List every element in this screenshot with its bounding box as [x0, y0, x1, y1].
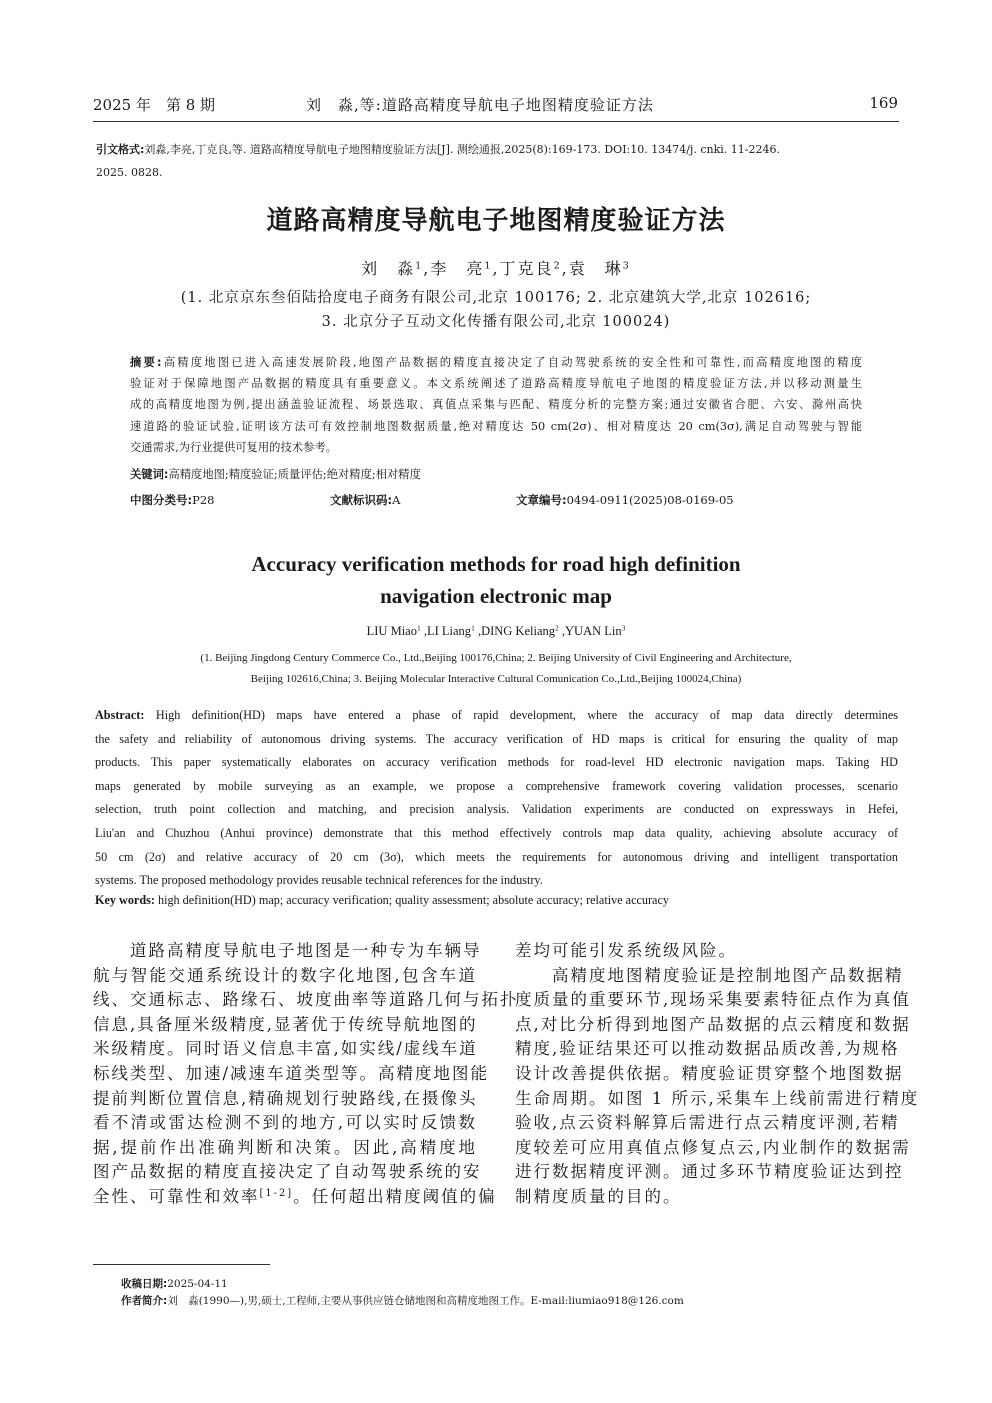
- affiliation-line: 3. 北京分子互动文化传播有限公司,北京 100024): [321, 314, 671, 330]
- footnote-rule: [93, 1264, 270, 1265]
- text-line: [95, 822, 898, 846]
- text-line: [515, 988, 911, 1013]
- received-value: 2025-04-11: [167, 1278, 228, 1290]
- affiliation-en-line: (1. Beijing Jingdong Century Commerce Co., Ltd.,Beijing 100176,China; 2. Beijing University of Civil Engineering and Architecture,: [200, 652, 792, 664]
- clc-number: [130, 492, 214, 508]
- text-line: [93, 1136, 477, 1161]
- line-text: 标线类型、加速/减速车道类型等。高精度地图能: [93, 1063, 490, 1083]
- line-text: 高精度地图已进入高速发展阶段,地图产品数据的精度直接决定了自动驾驶系统的安全性和可靠性,而高精度地图的精度: [161, 356, 863, 369]
- author-name: 袁 琳: [568, 259, 623, 278]
- affiliations-cn: [0, 286, 992, 334]
- text-line: [93, 1013, 477, 1038]
- text-line: [93, 1037, 477, 1062]
- line-text: 点,对比分析得到地图产品数据的点云精度和数据: [515, 1014, 911, 1034]
- text-line: [130, 352, 862, 373]
- text-line: [95, 775, 898, 799]
- title-en-line: Accuracy verification methods for road high definition: [251, 552, 741, 576]
- citation: [96, 138, 902, 184]
- abstract-label: 摘要:: [130, 356, 162, 369]
- keywords-en-text: high definition(HD) map; accuracy verification; quality assessment; absolute accuracy; relative accuracy: [154, 893, 669, 907]
- citation-text-2: 2025. 0828.: [96, 166, 163, 179]
- line-text: 验收,点云资料解算后需进行点云精度评测,若精: [515, 1113, 900, 1133]
- author-affil-sup: 1: [471, 623, 475, 633]
- author-bio-label: 作者简介:: [121, 1295, 168, 1307]
- text-line: [515, 1062, 904, 1087]
- running-title: 刘 淼,等:道路高精度导航电子地图精度验证方法: [306, 96, 654, 114]
- author-name: LIU Miao: [366, 624, 417, 638]
- keywords-text: 高精度地图;精度验证;质量评估;绝对精度;相对精度: [168, 468, 421, 481]
- abstract-en: [95, 704, 898, 893]
- text-line: [95, 704, 898, 728]
- title-en-line: navigation electronic map: [380, 584, 612, 608]
- paper-title-en: [0, 548, 992, 612]
- text-line: [93, 1062, 490, 1087]
- line-text: 图产品数据的精度直接决定了自动驾驶系统的安: [93, 1162, 482, 1182]
- author-bio: [121, 1293, 684, 1310]
- line-text: the safety and reliability of autonomous driving systems. The accuracy verification of HD maps is critical for ensuring the quality of map: [95, 731, 898, 746]
- text-line: [95, 728, 898, 752]
- citation-label: 引文格式:: [96, 143, 145, 156]
- line-text: 提前判断位置信息,精确规划行驶路线,在摄像头: [93, 1088, 478, 1108]
- line-text: 米级精度。同时语义信息丰富,如实线/虚线车道: [93, 1039, 478, 1059]
- document-code: [330, 492, 400, 508]
- text-line: [515, 1185, 899, 1210]
- line-text: 生命周期。如图 1 所示,采集车上线前需进行精度: [515, 1088, 920, 1108]
- author-affil-sup: 1: [416, 623, 421, 633]
- line-text: 高精度地图精度验证是控制地图产品数据精: [515, 965, 904, 985]
- line-text: 验证对于保障地图产品数据的精度具有重要意义。本文系统阐述了道路高精度导航电子地图的精度验证方法,并以移动测量生: [130, 377, 862, 391]
- line-text: 成的高精度地图为例,提出涵盖验证流程、场景选取、真值点采集与匹配、精度分析的完整方案;通过安徽省合肥、六安、滁州高快: [130, 398, 862, 412]
- line-text: 据,提前作出准确判断和决策。因此,高精度地: [93, 1137, 477, 1157]
- line-text: High definition(HD) maps have entered a phase of rapid development, where the accuracy of map data directly determines: [144, 708, 898, 722]
- page-number: 169: [869, 94, 898, 112]
- line-text: maps generated by mobile surveying as an example, we propose a comprehensive framework covering validation processes, scenario: [95, 778, 898, 793]
- citation-ref: [1-2]: [259, 1188, 294, 1199]
- line-text: 信息,具备厘米级精度,显著优于传统导航地图的: [93, 1014, 478, 1034]
- paper-title-cn: 道路高精度导航电子地图精度验证方法: [266, 206, 726, 236]
- line-text: 差均可能引发系统级风险。: [515, 941, 737, 960]
- line-text: systems. The proposed methodology provides reusable technical references for the industry.: [95, 873, 543, 888]
- line-text: 速道路的验证试验,证明该方法可有效控制地图数据质量,绝对精度达 50 cm(2σ)、相对精度达 20 cm(3σ),满足自动驾驶与智能: [130, 419, 862, 433]
- text-line: [93, 988, 519, 1013]
- text-line: [515, 1160, 904, 1185]
- author-name: DING Keliang: [481, 624, 556, 638]
- text-line: [130, 373, 862, 394]
- affiliations-en: [0, 648, 992, 690]
- line-text: products. This paper systematically elaborates on accuracy verification methods for road-level HD electronic navigation maps. Taking HD: [95, 755, 898, 770]
- received-date: [121, 1276, 684, 1293]
- line-text: 精度,验证结果还可以推动数据品质改善,为规格: [515, 1039, 900, 1059]
- text-line: [515, 939, 899, 964]
- line-text: selection, truth point collection and matching, and precision analysis. Validation experiments are conducted on expressways in Hefei,: [95, 802, 898, 817]
- header-rule: [93, 121, 899, 122]
- author-bio-text: 刘 淼(1990—),男,硕士,工程师,主要从事供应链仓储地图和高精度地图工作。E-mail:liumiao918@126.com: [167, 1295, 684, 1307]
- citation-text: 刘淼,李亮,丁克良,等. 道路高精度导航电子地图精度验证方法[J]. 测绘通报,2025(8):169-173. DOI:10. 13474/j. cnki. 11-2246.: [144, 143, 780, 156]
- text-line: [130, 416, 862, 437]
- text-line: [93, 939, 482, 964]
- text-line: [95, 869, 898, 893]
- line-text: 进行数据精度评测。通过多环节精度验证达到控: [515, 1162, 904, 1182]
- text-line: [95, 846, 898, 870]
- line-text: 度较差可应用真值点修复点云,内业制作的数据需: [515, 1137, 911, 1157]
- doc-label: 文献标识码:: [330, 493, 393, 507]
- keywords-cn: [130, 466, 421, 482]
- line-text: 度质量的重要环节,现场采集要素特征点作为真值: [515, 990, 911, 1010]
- line-text: 线、交通标志、路缘石、坡度曲率等道路几何与拓扑: [93, 990, 519, 1010]
- line-text: 全性、可靠性和效率: [93, 1186, 260, 1206]
- text-line: [515, 1136, 911, 1161]
- keywords-en: [95, 893, 669, 908]
- author-name: 丁克良: [499, 259, 554, 278]
- text-line: [95, 798, 898, 822]
- article-number: [516, 492, 734, 508]
- authors-en: LIU Miao$^1$ ,LI Liang$^1$ ,DING Keliang$^2$ ,YUAN Lin$^3$: [366, 623, 626, 638]
- line-text: 交通需求,为行业提供可复用的技术参考。: [130, 440, 337, 454]
- keywords-en-label: Key words:: [95, 893, 155, 907]
- author-name: YUAN Lin: [565, 624, 622, 638]
- article-value: 0494-0911(2025)08-0169-05: [566, 493, 734, 507]
- text-line: [515, 1087, 920, 1112]
- clc-label: 中图分类号:: [130, 493, 193, 507]
- authors-cn: 刘 淼$^1$,李 亮$^1$,丁克良$^2$,袁 琳$^3$: [361, 259, 631, 278]
- body-column-left: [93, 939, 519, 1210]
- author-affil-sup: 2: [555, 623, 559, 633]
- text-line: [93, 1160, 482, 1185]
- author-name: 李 亮: [430, 259, 485, 278]
- author-affil-sup: 3: [621, 623, 626, 633]
- keywords-label: 关键词:: [130, 468, 169, 481]
- author-affil-sup: 1: [484, 260, 493, 272]
- line-text: 道路高精度导航电子地图是一种专为车辆导: [93, 941, 482, 960]
- text-line: [130, 437, 862, 458]
- line-text: 。任何超出精度阈值的偏: [293, 1186, 497, 1206]
- author-name: LI Liang: [426, 624, 472, 638]
- line-text: 制精度质量的目的。: [515, 1186, 682, 1206]
- body-column-right: [515, 939, 920, 1210]
- text-line: [93, 1111, 477, 1136]
- text-line: [93, 964, 477, 989]
- text-line: [93, 1087, 477, 1112]
- affiliation-en-line: Beijing 102616,China; 3. Beijing Molecular Interactive Cultural Comunication Co.,Ltd.,Beijing 100024,China): [250, 673, 742, 685]
- article-label: 文章编号:: [516, 493, 567, 507]
- line-text: 看不清或雷达检测不到的地方,可以实时反馈数: [93, 1113, 477, 1133]
- line-text: Liu'an and Chuzhou (Anhui province) demonstrate that this method effectively controls map data quality, achieving absolute accuracy of: [95, 825, 898, 840]
- text-line: [515, 1013, 911, 1038]
- affiliation-line: (1. 北京京东叁佰陆拾度电子商务有限公司,北京 100176; 2. 北京建筑大学,北京 102616;: [180, 290, 812, 306]
- text-line: [515, 1111, 899, 1136]
- author-affil-sup: 2: [553, 260, 562, 272]
- doc-value: A: [392, 493, 401, 507]
- text-line: [95, 751, 898, 775]
- abstract-cn: [130, 352, 862, 458]
- footnote: [121, 1276, 684, 1310]
- text-line: [130, 394, 862, 415]
- text-line: [93, 1185, 497, 1210]
- line-text: 设计改善提供依据。精度验证贯穿整个地图数据: [515, 1063, 904, 1083]
- author-name: 刘 淼: [361, 259, 416, 278]
- text-line: [515, 1037, 899, 1062]
- author-affil-sup: 3: [622, 260, 631, 272]
- author-affil-sup: 1: [415, 260, 424, 272]
- received-label: 收稿日期:: [121, 1278, 168, 1290]
- abstract-label: Abstract:: [95, 708, 145, 722]
- clc-value: P28: [192, 493, 215, 507]
- line-text: 50 cm (2σ) and relative accuracy of 20 cm (3σ), which meets the requirements for autonomous driving and intelligent transportation: [95, 849, 898, 864]
- text-line: [515, 964, 904, 989]
- line-text: 航与智能交通系统设计的数字化地图,包含车道: [93, 965, 477, 985]
- issue-label: 2025 年 第 8 期: [93, 96, 216, 114]
